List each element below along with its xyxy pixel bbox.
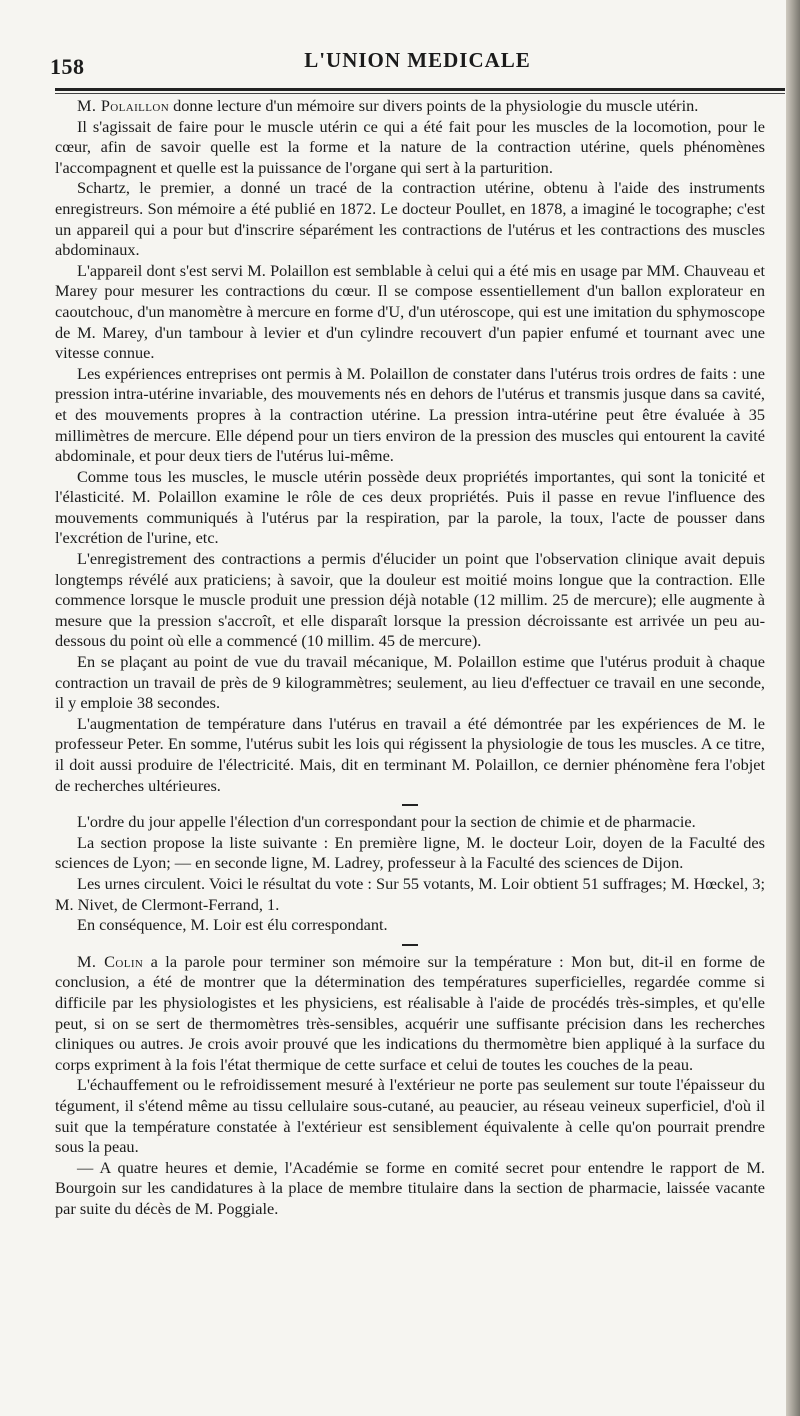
paragraph-text: En conséquence, M. Loir est élu correspondant. xyxy=(77,915,388,935)
paragraph xyxy=(55,812,765,833)
journal-title: L'UNION MEDICALE xyxy=(304,48,531,72)
paragraph-text: Schartz, le premier, a donné un tracé de la contraction utérine, obtenu à l'aide des instruments enregistreurs. Son mémoire a été publié en 1872. Le docteur Poullet, en 1878, a imaginé le tocographe; c'est un appareil qui a pour but d'inscrire séparément les contractions de l'utérus et les contractions des muscles abdominaux. xyxy=(55,178,765,260)
article-body xyxy=(55,96,765,1219)
section-separator xyxy=(55,936,765,952)
paragraph xyxy=(55,874,765,915)
paragraph-text: Il s'agissait de faire pour le muscle utérin ce qui a été fait pour les muscles de la locomotion, pour le cœur, afin de savoir quelle est la forme et la nature de la contraction utérine, quels phénomènes l'accompagnent et quelle est la puissance de l'organe qui sert à la parturition. xyxy=(55,116,765,177)
paragraph xyxy=(55,96,765,117)
page-number: 158 xyxy=(50,54,85,79)
paragraph-text: a la parole pour terminer son mémoire sur la température : Mon but, dit-il en forme de conclusion, a été de montrer que la détermination des températures superficielles, regardée comme si difficile par les physiologistes et les physiciens, est réalisable à l'aide de procédés très-simples, et qu'elle peut, si on se sert de thermomètres très-sensibles, acquérir une suffisante précision dans les recherches cliniques ou autres. Je crois avoir prouvé que les indications du thermomètre bien appliqué à la surface du corps expriment à la fois l'état thermique de cette surface et celui de toutes les couches de la peau. xyxy=(55,951,765,1074)
paragraph-text: — A quatre heures et demie, l'Académie se forme en comité secret pour entendre le rapport de M. Bourgoin sur les candidatures à la place de membre titulaire dans la section de pharmacie, laissée vacante par suite du décès de M. Poggiale. xyxy=(55,1157,765,1218)
section-separator xyxy=(55,796,765,812)
header-rule-thin xyxy=(55,93,785,94)
paragraph-text: Les expériences entreprises ont permis à M. Polaillon de constater dans l'utérus trois ordres de faits : une pression intra-utérine invariable, des mouvements nés en dehors de l'utérus et transmis jusque dans sa cavité, et des mouvements propres à la contraction utérine. La pression intra-utérine peut être évaluée à 35 millimètres de mercure. Elle dépend pour un tiers environ de la pression des muscles qui entourent la cavité abdominale, et pour deux tiers de l'utérus lui-même. xyxy=(55,363,765,466)
paragraph xyxy=(55,467,765,549)
speaker-name: M. Polaillon xyxy=(77,96,170,115)
paragraph xyxy=(55,364,765,467)
paragraph-text: L'appareil dont s'est servi M. Polaillon est semblable à celui qui a été mis en usage par MM. Chauveau et Marey pour mesurer les contractions du cœur. Il se compose essentiellement d'un ballon explorateur en caoutchouc, d'un manomètre à mercure en forme d'U, d'un utéroscope, qui est une imitation du sphymoscope de M. Marey, d'un tambour à levier et d'un cylindre recouvert d'un papier enfumé et tournant avec une vitesse connue. xyxy=(55,260,765,363)
paragraph-text: L'enregistrement des contractions a permis d'élucider un point que l'observation clinique avait depuis longtemps révélé aux praticiens; à savoir, que la douleur est moitié moins longue que la contraction. Elle commence lorsque le muscle produit une pression déjà notable (12 millim. 25 de mercure); elle augmente à mesure que la pression s'accroît, et elle disparaît lorsque la pression décroissante est arrivée un peu au-dessous du point où elle a commencé (10 millim. 45 de mercure). xyxy=(55,549,765,651)
speaker-name: M. Colin xyxy=(77,951,144,971)
paragraph xyxy=(55,1158,765,1220)
paragraph xyxy=(55,178,765,260)
paragraph-text: Les urnes circulent. Voici le résultat du vote : Sur 55 votants, M. Loir obtient 51 suffrages; M. Hœckel, 3; M. Nivet, de Clermont-Ferrand, 1. xyxy=(55,873,765,914)
paragraph-text: donne lecture d'un mémoire sur divers points de la physiologie du muscle utérin. xyxy=(169,96,699,115)
paragraph xyxy=(55,652,765,714)
paragraph xyxy=(55,833,765,874)
page-header xyxy=(50,46,785,86)
paragraph-text: En se plaçant au point de vue du travail mécanique, M. Polaillon estime que l'utérus produit à chaque contraction un travail de près de 9 kilogrammètres; seulement, au lieu d'effectuer ce travail en une seconde, il y emploie 38 secondes. xyxy=(55,652,765,713)
paragraph-text: L'échauffement ou le refroidissement mesuré à l'extérieur ne porte pas seulement sur toute l'épaisseur du tégument, il s'étend même au tissu cellulaire sous-cutané, au peaucier, au réseau veineux superficiel, d'où il suit que la température constatée à l'extérieur est sensiblement équivalente à celle qu'on pourrait prendre sous la peau. xyxy=(55,1075,765,1157)
paragraph xyxy=(55,714,765,796)
paragraph-text: La section propose la liste suivante : En première ligne, M. le docteur Loir, doyen de la Faculté des sciences de Lyon; — en seconde ligne, M. Ladrey, professeur à la Faculté des sciences de Dijon. xyxy=(55,832,765,873)
paragraph xyxy=(55,117,765,179)
paragraph xyxy=(55,915,765,936)
header-rule xyxy=(55,88,785,91)
paragraph xyxy=(55,1075,765,1157)
paragraph-text: L'ordre du jour appelle l'élection d'un correspondant pour la section de chimie et de pharmacie. xyxy=(77,812,696,832)
paragraph-text: Comme tous les muscles, le muscle utérin possède deux propriétés importantes, qui sont la tonicité et l'élasticité. M. Polaillon examine le rôle de ces deux propriétés. Puis il passe en revue l'influence des mouvements communiqués à l'utérus par la respiration, par la parole, la toux, l'acte de pousser dans l'excrétion de l'urine, etc. xyxy=(55,466,765,548)
paragraph xyxy=(55,549,765,652)
book-spine-edge xyxy=(786,0,800,1416)
paragraph xyxy=(55,261,765,364)
paragraph-text: L'augmentation de température dans l'utérus en travail a été démontrée par les expériences de M. le professeur Peter. En somme, l'utérus subit les lois qui régissent la physiologie de tous les muscles. A ce titre, il doit aussi produire de l'électricité. Mais, dit en terminant M. Polaillon, ce dernier phénomène fera l'objet de recherches ultérieures. xyxy=(55,713,765,795)
paragraph xyxy=(55,952,765,1076)
